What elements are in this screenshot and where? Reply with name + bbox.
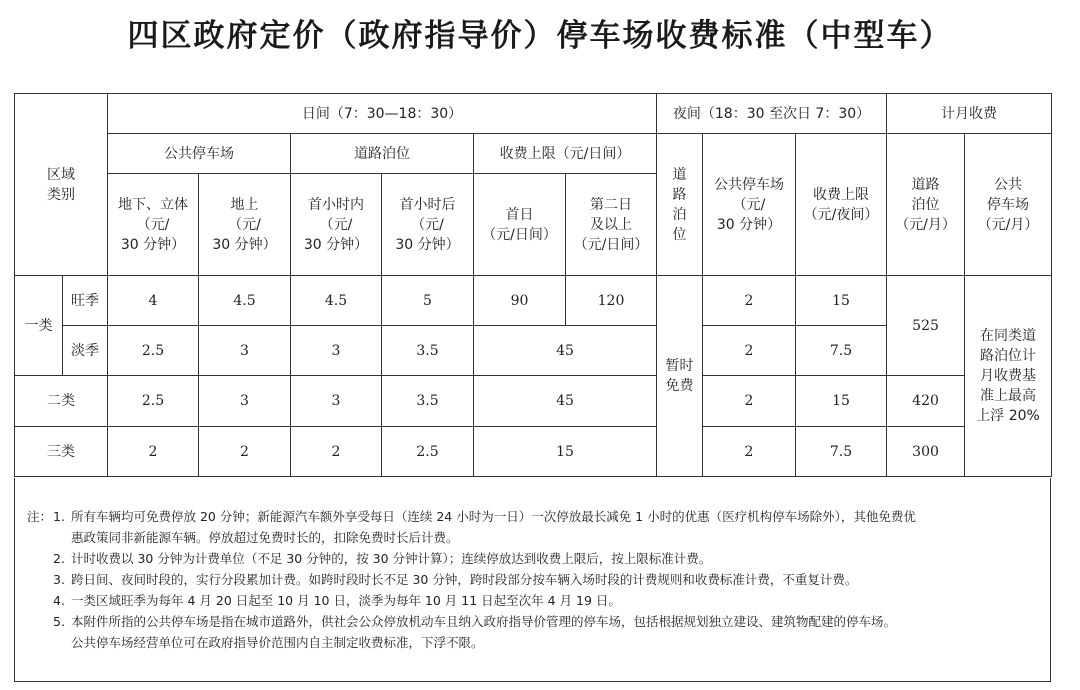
table-cell: 3.5 [382,376,474,427]
table-cell: 2 [703,376,796,427]
table-cell: 15 [796,276,887,326]
table-row [15,276,1052,326]
table-cell: 3 [291,376,382,427]
header-after-first-hour: 首小时后 （元/ 30 分钟） [382,174,474,276]
header-month-public: 公共 停车场 （元/月） [965,134,1052,276]
note-index: 4. [53,593,65,608]
table-cell: 15 [796,376,887,427]
table-cell: 2.5 [108,376,199,427]
note-text: 计时收费以 30 分钟为计费单位（不足 30 分钟的，按 30 分钟计算）；连续停放达到收费上限后，按上限标准计费。 [71,551,712,566]
fee-table [14,93,1052,477]
header-first-hour: 首小时内 （元/ 30 分钟） [291,174,382,276]
note-text: 本附件所指的公共停车场是指在城市道路外，供社会公众停放机动车且纳入政府指导价管理的停车场，包括根据规划独立建设、建筑物配建的停车场。 [71,614,897,629]
table-cell: 45 [474,326,657,376]
note-item [27,569,1040,590]
table-row [15,376,1052,427]
table-cell: 15 [474,427,657,477]
notes-section [14,478,1051,682]
header-day: 日间（7：30—18：30） [108,94,657,134]
header-monthly: 计月收费 [887,94,1052,134]
row-label-class2: 二类 [15,376,108,427]
note-item [27,590,1040,611]
table-cell: 4 [108,276,199,326]
header-first-day: 首日 （元/日间） [474,174,566,276]
header-night-road: 道 路 泊 位 [657,134,703,276]
note-text: 所有车辆均可免费停放 20 分钟；新能源汽车额外享受每日（连续 24 小时为一日）一次停放最长减免 1 小时的优惠（医疗机构停车场除外），其他免费优 [71,509,916,524]
table-cell: 3 [199,376,291,427]
note-index: 5. [53,614,65,629]
note-text: 公共停车场经营单位可在政府指导价范围内自主制定收费标准，下浮不限。 [71,635,484,650]
note-index: 1. [53,509,65,524]
note-continuation [27,632,1040,653]
table-cell: 2 [108,427,199,477]
note-text: 跨日间、夜间时段的，实行分段累加计费。如跨时段时长不足 30 分钟，跨时段部分按车辆入场时段的计费规则和收费标准计费，不重复计费。 [71,572,858,587]
table-cell: 2 [199,427,291,477]
table-cell: 7.5 [796,427,887,477]
table-cell: 120 [566,276,657,326]
note-index: 2. [53,551,65,566]
header-region: 区域 类别 [15,94,108,276]
row-label-peak: 旺季 [63,276,108,326]
note-index: 3. [53,572,65,587]
header-cap: 收费上限（元/日间） [474,134,657,174]
header-month-road: 道路 泊位 （元/月） [887,134,965,276]
header-night: 夜间（18：30 至次日 7：30） [657,94,887,134]
row-label-class3: 三类 [15,427,108,477]
table-cell: 5 [382,276,474,326]
table-cell: 2.5 [108,326,199,376]
table-cell: 2 [703,427,796,477]
table-cell: 420 [887,376,965,427]
row-label-class1: 一类 [15,276,63,376]
table-cell: 3.5 [382,326,474,376]
header-underground: 地下、立体 （元/ 30 分钟） [108,174,199,276]
header-night-cap: 收费上限 （元/夜间） [796,134,887,276]
table-cell: 4.5 [291,276,382,326]
header-ground: 地上 （元/ 30 分钟） [199,174,291,276]
note-item [27,548,1040,569]
table-cell: 90 [474,276,566,326]
header-public-lot: 公共停车场 [108,134,291,174]
header-night-public: 公共停车场 （元/ 30 分钟） [703,134,796,276]
header-second-day: 第二日 及以上 （元/日间） [566,174,657,276]
table-cell: 2 [703,326,796,376]
table-cell: 2 [703,276,796,326]
table-cell: 300 [887,427,965,477]
note-continuation [27,527,1040,548]
table-cell: 3 [199,326,291,376]
class1-month-cell: 525 [887,276,965,376]
table-cell: 2.5 [382,427,474,477]
month-public-note-cell: 在同类道 路泊位计 月收费基 准上最高 上浮 20% [965,276,1052,477]
note-text: 一类区域旺季为每年 4 月 20 日起至 10 月 10 日，淡季为每年 10 月 11 日起至次年 4 月 19 日。 [71,593,621,608]
header-road: 道路泊位 [291,134,474,174]
table-row [15,427,1052,477]
table-cell: 45 [474,376,657,427]
table-cell: 7.5 [796,326,887,376]
note-item [27,611,1040,632]
row-label-off-season: 淡季 [63,326,108,376]
note-text: 惠政策同非新能源车辆。停放超过免费时长的，扣除免费时长后计费。 [71,530,459,545]
notes-prefix: 注： [27,509,53,524]
table-cell: 4.5 [199,276,291,326]
note-item [27,506,1040,527]
table-cell: 2 [291,427,382,477]
table-cell: 3 [291,326,382,376]
night-road-free-cell: 暂时 免费 [657,276,703,477]
page-title: 四区政府定价（政府指导价）停车场收费标准（中型车） [127,18,953,54]
